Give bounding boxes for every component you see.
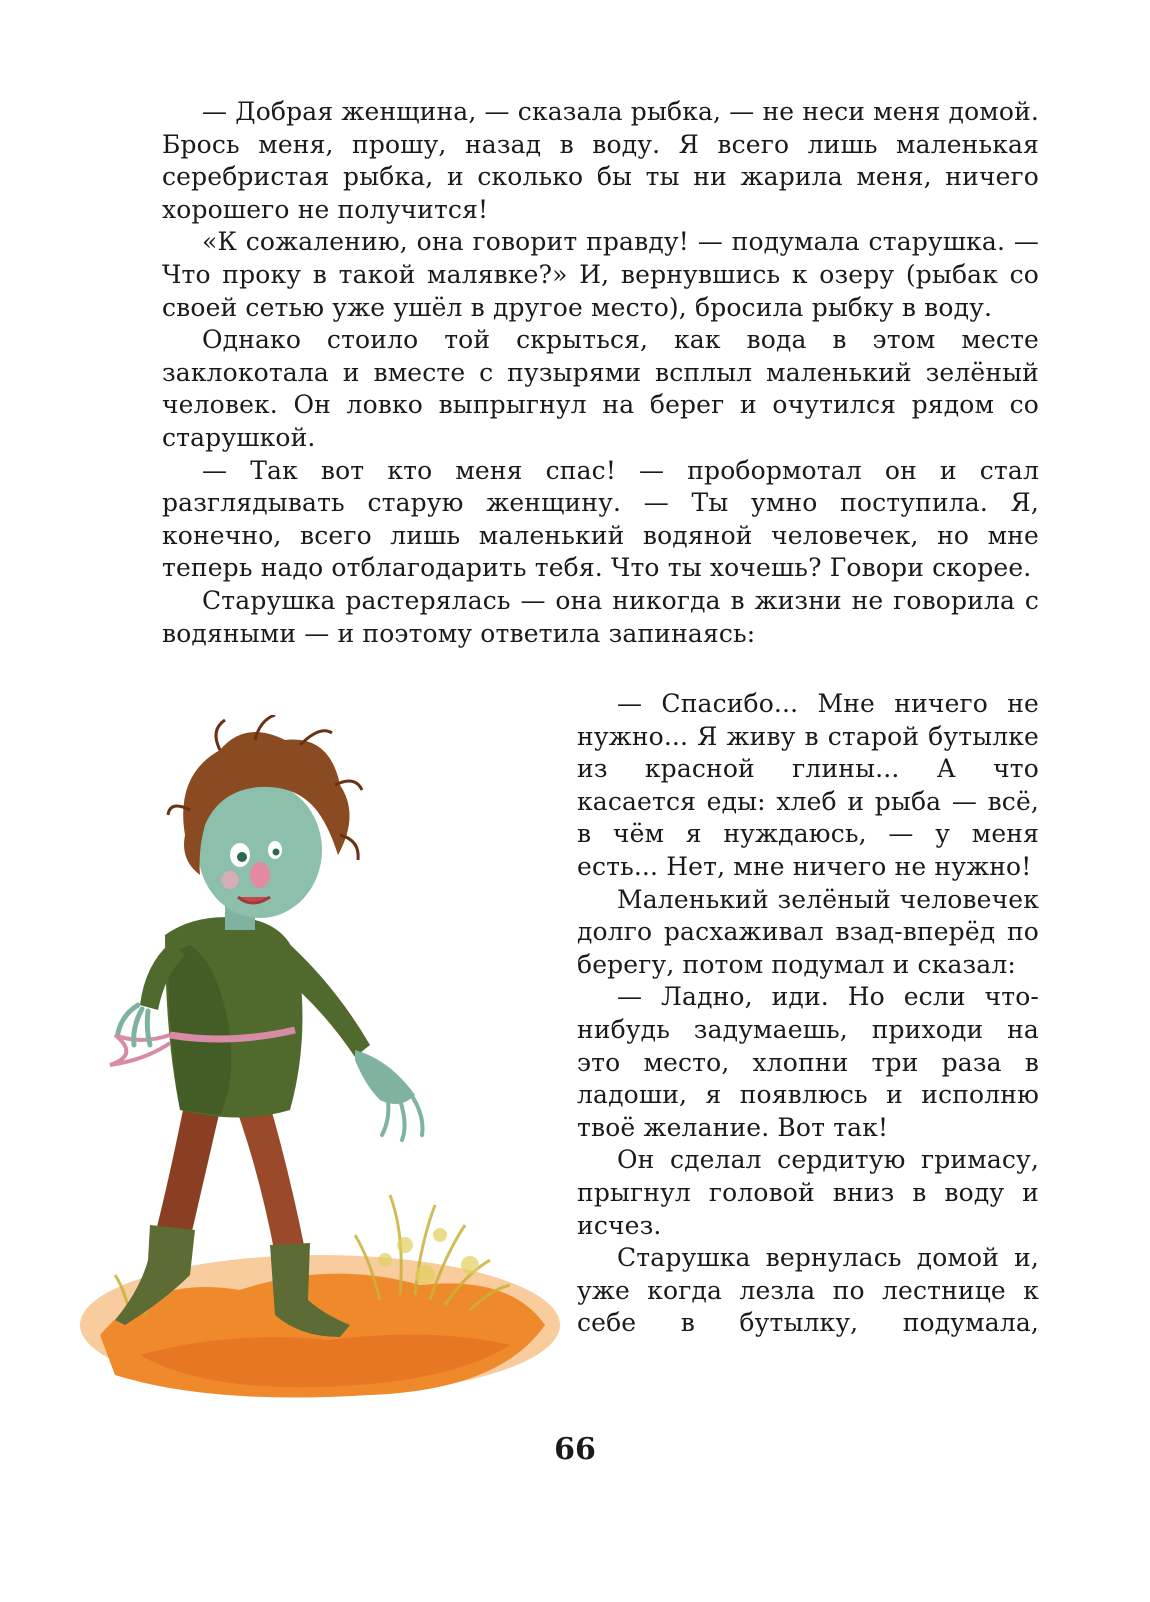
paragraph: — Так вот кто меня спас! — пробормотал он и стал разглядывать старую женщину. — Ты умно поступила. Я, конечно, всего лишь маленький водяной человечек, но мне теперь надо отблагодарить тебя. Что ты хочешь? Говори скорее. (162, 455, 1039, 583)
right-leg (235, 1105, 305, 1255)
ribbon (110, 1035, 170, 1065)
page-number: 66 (554, 1432, 596, 1467)
paragraph: Старушка растерялась — она никогда в жизни не говорила с водяными — и поэтому ответила запинаясь: (162, 585, 1039, 648)
paragraph: — Ладно, иди. Но если что-нибудь задумаешь, приходи на это место, хлопни три раза в ладоши, я появлюсь и исполню твоё желание. Вот так! (577, 982, 1039, 1142)
pupil (237, 852, 247, 862)
text-block-top (162, 96, 1039, 650)
nose (250, 862, 270, 888)
paragraph: Он сделал сердитую гримасу, прыгнул головой вниз в воду и исчез. (577, 1145, 1039, 1240)
paragraph: — Спасибо... Мне ничего не нужно... Я живу в старой бутылке из красной глины... А что касается еды: хлеб и рыба — всё, в чём я нуждаюсь, — у меня есть... Нет, мне ничего не нужно! (577, 689, 1039, 881)
paragraph: Однако стоило той скрыться, как вода в этом месте заклокотала и вместе с пузырями всплыл маленький зелёный человек. Он ловко выпрыгнул на берег и очутился рядом со старушкой. (162, 325, 1039, 452)
left-leg (155, 1100, 220, 1240)
right-hand (355, 1050, 415, 1104)
pupil (273, 849, 280, 856)
text-block-right (577, 688, 1039, 1340)
cheek (221, 871, 239, 889)
paragraph: — Добрая женщина, — сказала рыбка, — не неси меня домой. Брось меня, прошу, назад в воду. Я всего лишь маленькая серебристая рыбка, и сколько бы ты ни жарила меня, ничего хорошего не получится! (162, 97, 1039, 224)
paragraph: Маленький зелёный человечек долго расхаживал взад-вперёд по берегу, потом подумал и сказал: (577, 884, 1039, 979)
paragraph: Старушка вернулась домой и, уже когда лезла по лестнице к себе в бутылку, подумала, (577, 1243, 1039, 1338)
paragraph: «К сожалению, она говорит правду! — подумала старушка. — Что проку в такой малявке?» И, вернувшись к озеру (рыбак со своей сетью уже ушёл в другое место), бросила рыбку в воду. (162, 227, 1039, 322)
water-sprite-illustration (70, 715, 560, 1415)
